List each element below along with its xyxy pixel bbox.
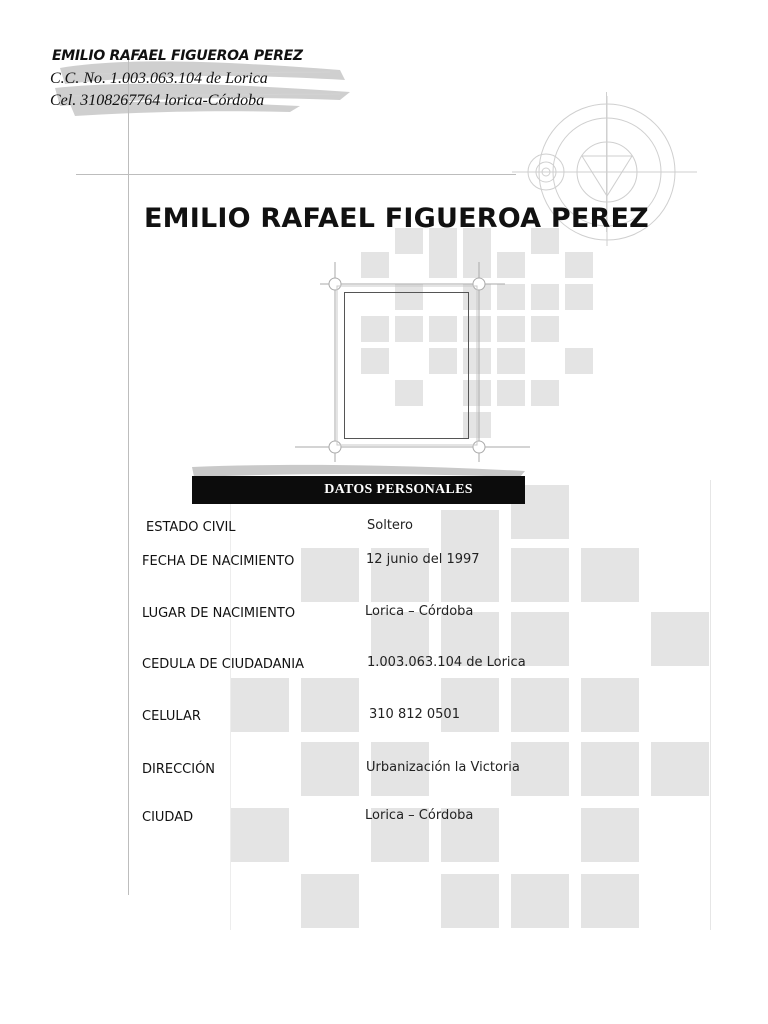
decorative-square (581, 808, 639, 862)
field-label: DIRECCIÓN (142, 762, 216, 777)
field-label: ESTADO CIVIL (146, 520, 236, 535)
field-value: Lorica – Córdoba (365, 808, 474, 823)
decorative-square (531, 316, 559, 342)
decorative-square (301, 548, 359, 602)
header-phone-line: Cel. 3108267764 lorica-Córdoba (50, 92, 265, 109)
decorative-square (565, 252, 593, 278)
section-title-bar: DATOS PERSONALES (192, 476, 525, 504)
decorative-square (511, 548, 569, 602)
decorative-square (441, 678, 499, 732)
field-value: 310 812 0501 (369, 707, 460, 722)
grid-rule-right (710, 480, 711, 930)
decorative-square (565, 348, 593, 374)
field-label: CIUDAD (142, 810, 194, 825)
field-value: Urbanización la Victoria (366, 760, 520, 775)
decorative-square (441, 874, 499, 928)
grid-rule-left (230, 480, 231, 930)
decorative-square (301, 874, 359, 928)
decorative-square (531, 380, 559, 406)
vertical-rule (128, 60, 129, 895)
decorative-square (301, 678, 359, 732)
decorative-square (531, 284, 559, 310)
decorative-square (511, 874, 569, 928)
photo-placeholder (344, 292, 469, 439)
header-id-line: C.C. No. 1.003.063.104 de Lorica (50, 70, 268, 87)
header-name: EMILIO RAFAEL FIGUEROA PEREZ (52, 48, 303, 64)
decorative-square (511, 678, 569, 732)
decorative-square (301, 742, 359, 796)
field-label: CELULAR (142, 709, 201, 724)
field-value: Soltero (367, 518, 413, 533)
decorative-square (565, 284, 593, 310)
field-value: Lorica – Córdoba (365, 604, 474, 619)
horizontal-rule (76, 174, 516, 175)
field-label: CEDULA DE CIUDADANIA (142, 657, 304, 672)
decorative-square (231, 808, 289, 862)
decorative-square (231, 678, 289, 732)
decorative-square (651, 612, 709, 666)
decorative-square (581, 742, 639, 796)
field-value: 1.003.063.104 de Lorica (367, 655, 526, 670)
decorative-square (581, 678, 639, 732)
decorative-square (581, 548, 639, 602)
field-label: LUGAR DE NACIMIENTO (142, 606, 296, 621)
page-title: EMILIO RAFAEL FIGUEROA PEREZ (144, 203, 649, 234)
decorative-square (651, 742, 709, 796)
field-label: FECHA DE NACIMIENTO (142, 554, 295, 569)
decorative-square (581, 874, 639, 928)
field-value: 12 junio del 1997 (366, 552, 480, 567)
